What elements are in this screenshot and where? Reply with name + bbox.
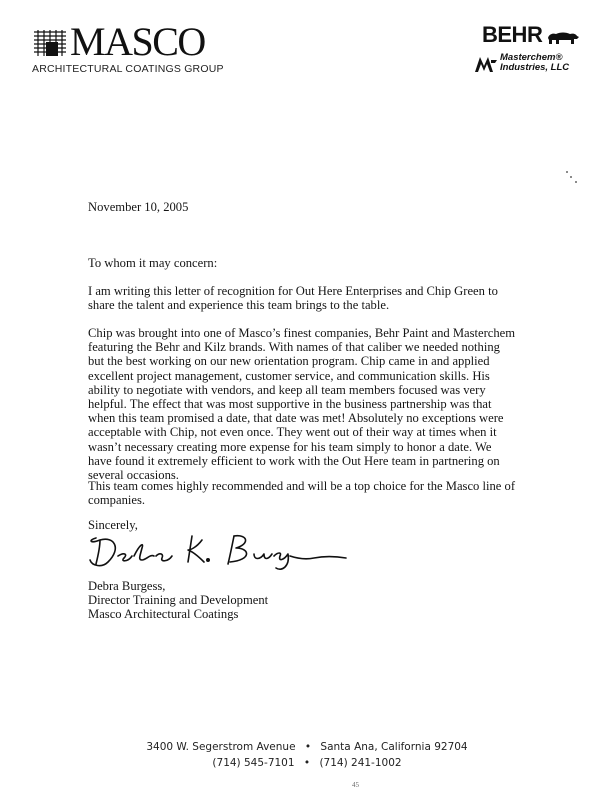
signer-title: Director Training and Development — [88, 593, 269, 608]
footer-address-row — [0, 739, 614, 755]
footer-city: Santa Ana, California 92704 — [320, 741, 468, 753]
masco-subtitle: ARCHITECTURAL COATINGS GROUP — [32, 63, 224, 75]
letterhead-footer — [0, 739, 614, 771]
footer-fax: (714) 241-1002 — [319, 757, 402, 769]
letter-paragraph: I am writing this letter of recognition for Out Here Enterprises and Chip Green to share the talent and experience this team brings to the table. — [88, 284, 498, 313]
behr-logo — [482, 22, 592, 82]
letter-date: November 10, 2005 — [88, 200, 189, 214]
masterchem-text — [500, 53, 569, 73]
behr-wordmark: BEHR — [482, 22, 543, 47]
letter-closing: Sincerely, — [88, 518, 138, 532]
scan-speck — [570, 176, 572, 178]
signer-block — [88, 579, 268, 622]
footer-phone: (714) 545-7101 — [212, 757, 295, 769]
masterchem-mark-icon — [474, 54, 498, 74]
bear-icon — [546, 29, 580, 45]
signer-name: Debra Burgess, — [88, 579, 166, 593]
signer-company: Masco Architectural Coatings — [88, 607, 239, 622]
footer-address: 3400 W. Segerstrom Avenue — [146, 741, 296, 753]
masterchem-sub: Industries, LLC — [500, 62, 570, 73]
footer-separator: • — [304, 741, 312, 753]
footer-phone-row — [0, 755, 614, 771]
masterchem-name: Masterchem® — [500, 52, 563, 63]
footer-separator: • — [303, 757, 311, 769]
page-mark: 45 — [352, 781, 359, 789]
masco-grid-icon — [32, 28, 68, 58]
scan-speck — [575, 181, 577, 183]
letter-salutation: To whom it may concern: — [88, 256, 218, 270]
letter-paragraph: Chip was brought into one of Masco’s finest companies, Behr Paint and Masterchem featuring the Behr and Kilz brands. With names of that caliber we needed nothing but the best working on our new orientation program. Chip came in and applied excellent project management, customer service, and communication skills. His ability to negotiate with vendors, and keep all team members focused was very helpful. The effect that was most supportive in the business partnership was that when this team promised a date, that date was met! Absolutely no exceptions were acceptable with Chip, not even once. They went out of their way at times when it wasn’t necessary creating more expense for his team simply to honor a date. We have found it extremely efficient to work with the Out Here team in partnering on several occasions. — [88, 326, 516, 483]
handwritten-signature — [84, 526, 354, 574]
scan-speck — [566, 171, 568, 173]
letter-paragraph: This team comes highly recommended and will be a top choice for the Masco line of companies. — [88, 479, 516, 508]
masco-wordmark: MASCO — [70, 19, 205, 64]
